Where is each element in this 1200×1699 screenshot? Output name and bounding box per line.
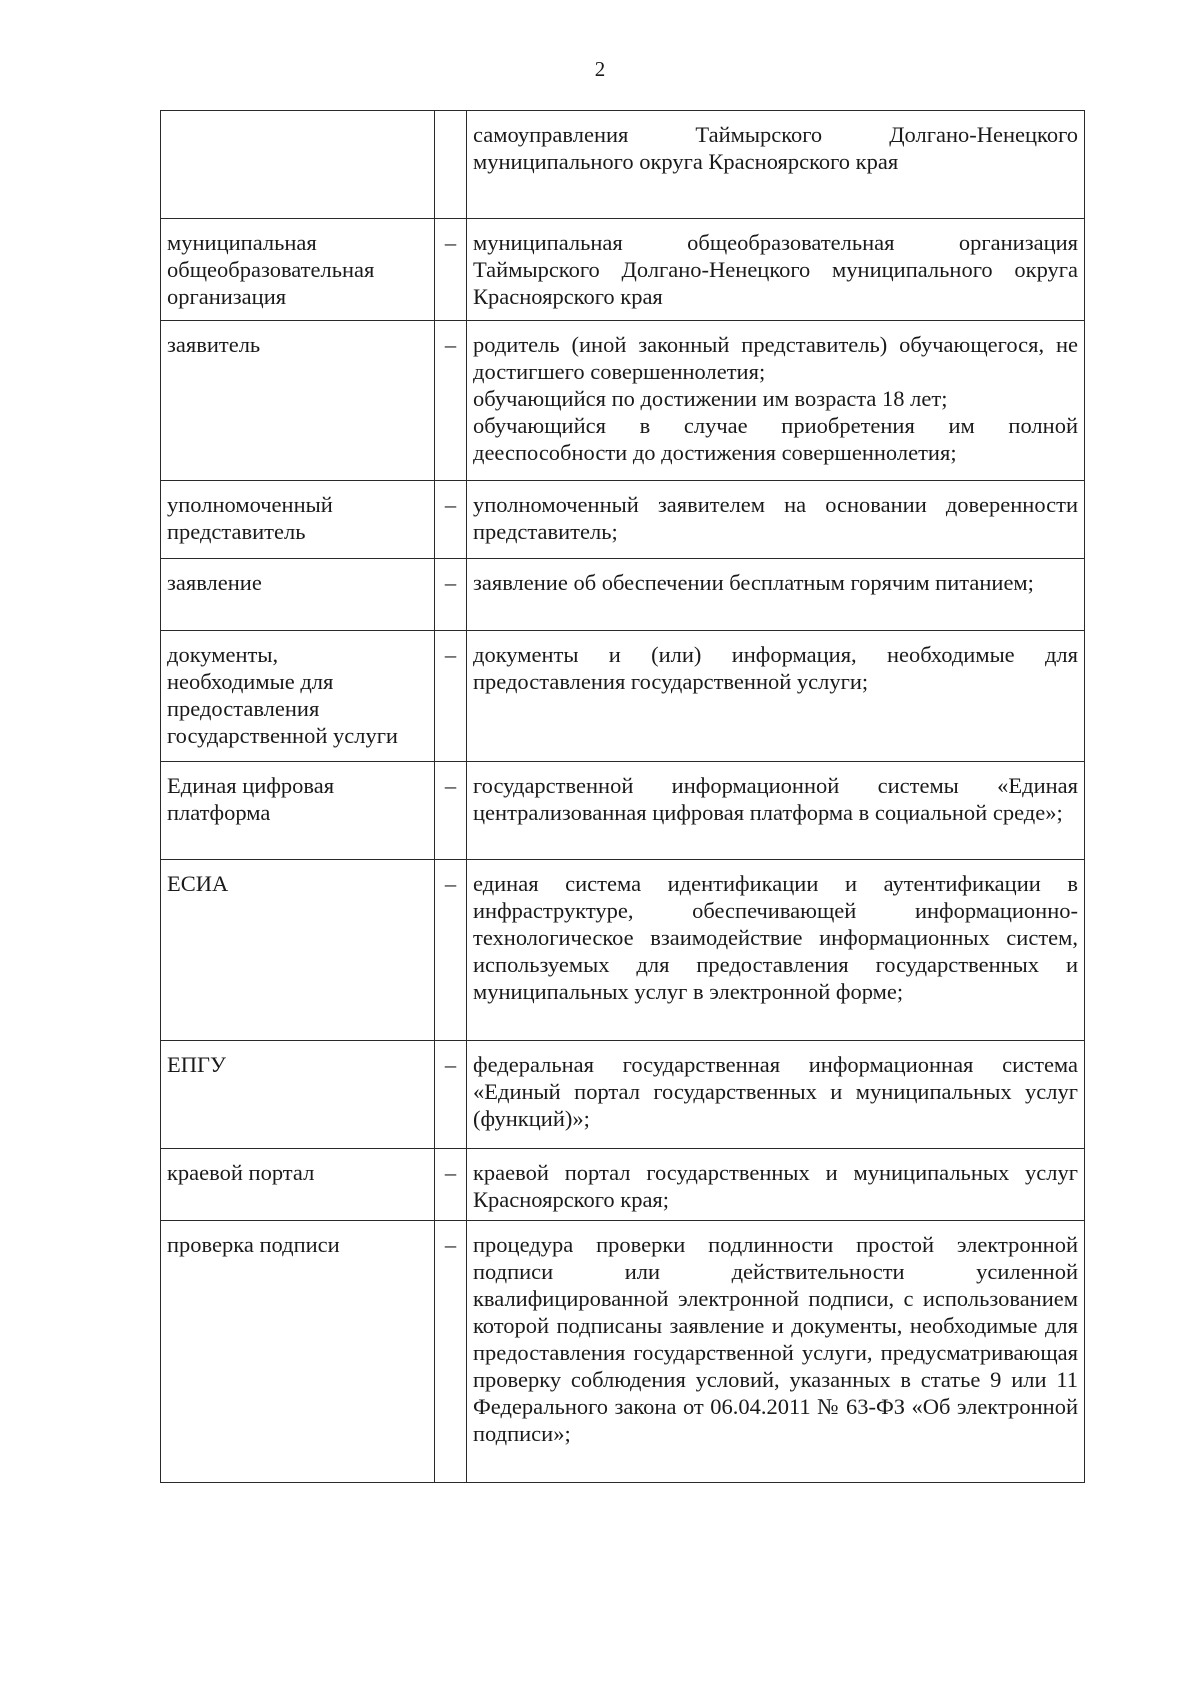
definition-text: государственной информационной системы «Единая централизованная цифровая платформа в социальной среде»;: [473, 773, 1078, 825]
page-number: 2: [594, 57, 606, 81]
term-text: муниципальная: [167, 230, 317, 255]
definition-text: муниципальная общеобразовательная организация Таймырского Долгано-Ненецкого муниципального округа Красноярского края: [473, 230, 1078, 309]
term-text: ЕСИА: [167, 871, 229, 896]
definition-cell: [467, 1221, 1085, 1483]
term-text: краевой портал: [167, 1160, 315, 1185]
term-cell: [161, 321, 435, 481]
dash-cell: –: [435, 1149, 467, 1221]
definition-row: [161, 219, 1085, 321]
dash-cell: –: [435, 1041, 467, 1149]
definition-row: [161, 321, 1085, 481]
definition-text: уполномоченный заявителем на основании доверенности представитель;: [473, 492, 1078, 544]
definition-cell: [467, 219, 1085, 321]
definition-row: [161, 481, 1085, 559]
term-text: документы,: [167, 642, 279, 667]
term-cell: [161, 1149, 435, 1221]
term-cell: [161, 111, 435, 219]
dash-cell: –: [435, 860, 467, 1041]
term-text: Единая цифровая: [167, 773, 335, 798]
definition-row: [161, 1149, 1085, 1221]
definition-text: краевой портал государственных и муниципальных услуг Красноярского края;: [473, 1160, 1078, 1212]
term-cell: [161, 762, 435, 860]
dash-cell: –: [435, 1221, 467, 1483]
term-text: представитель: [167, 519, 306, 544]
dash-cell: –: [435, 559, 467, 631]
definition-cell: [467, 481, 1085, 559]
dash-cell: –: [435, 219, 467, 321]
definition-cell: [467, 762, 1085, 860]
definition-text: родитель (иной законный представитель) обучающегося, не достигшего совершеннолетия;: [473, 332, 1078, 384]
definition-cell: [467, 111, 1085, 219]
dash-cell: –: [435, 321, 467, 481]
term-text: предоставления: [167, 696, 320, 721]
term-cell: [161, 860, 435, 1041]
definition-text: самоуправления Таймырского Долгано-Ненецкого муниципального округа Красноярского края: [473, 122, 1078, 174]
definition-text: обучающийся по достижении им возраста 18 лет;: [473, 386, 948, 411]
definition-text: федеральная государственная информационная система «Единый портал государственных и муниципальных услуг (функций)»;: [473, 1052, 1078, 1131]
term-text: проверка подписи: [167, 1232, 340, 1257]
term-cell: [161, 481, 435, 559]
dash-cell: –: [435, 762, 467, 860]
definition-cell: [467, 860, 1085, 1041]
definition-text: документы и (или) информация, необходимые для предоставления государственной услуги;: [473, 642, 1078, 694]
term-text: необходимые для: [167, 669, 334, 694]
dash-cell: –: [435, 631, 467, 762]
definition-row: [161, 1221, 1085, 1483]
definition-cell: [467, 321, 1085, 481]
definition-cell: [467, 1041, 1085, 1149]
definition-row: [161, 631, 1085, 762]
definition-row: [161, 1041, 1085, 1149]
term-text: организация: [167, 284, 287, 309]
definition-text: процедура проверки подлинности простой электронной подписи или действительности усиленной квалифицированной электронной подписи, с использованием которой подписаны заявление и документы, необходимые для предоставления государственной услуги, предусматривающая проверку соблюдения условий, указанных в статье 9 или 11 Федерального закона от 06.04.2011 № 63-ФЗ «Об электронной подписи»;: [473, 1232, 1078, 1446]
definition-text: заявление об обеспечении бесплатным горячим питанием;: [473, 570, 1034, 595]
definitions-table-body: [161, 111, 1085, 1483]
dash-cell: [435, 111, 467, 219]
term-cell: [161, 219, 435, 321]
definition-row: [161, 860, 1085, 1041]
term-text: заявитель: [167, 332, 261, 357]
definition-text: единая система идентификации и аутентификации в инфраструктуре, обеспечивающей информационно-технологическое взаимодействие информационных систем, используемых для предоставления государственных и муниципальных услуг в электронной форме;: [473, 871, 1078, 1004]
dash-cell: –: [435, 481, 467, 559]
term-text: ЕПГУ: [167, 1052, 226, 1077]
term-cell: [161, 559, 435, 631]
definition-cell: [467, 631, 1085, 762]
term-cell: [161, 631, 435, 762]
term-text: платформа: [167, 800, 271, 825]
term-text: заявление: [167, 570, 262, 595]
term-text: государственной услуги: [167, 723, 398, 748]
definition-cell: [467, 559, 1085, 631]
definitions-table: [160, 110, 1085, 1483]
term-text: уполномоченный: [167, 492, 333, 517]
definition-row: [161, 762, 1085, 860]
term-cell: [161, 1041, 435, 1149]
term-text: общеобразовательная: [167, 257, 375, 282]
term-cell: [161, 1221, 435, 1483]
definition-text: обучающийся в случае приобретения им полной дееспособности до достижения совершеннолетия;: [473, 413, 1078, 465]
definition-row: [161, 111, 1085, 219]
definition-cell: [467, 1149, 1085, 1221]
definition-row: [161, 559, 1085, 631]
